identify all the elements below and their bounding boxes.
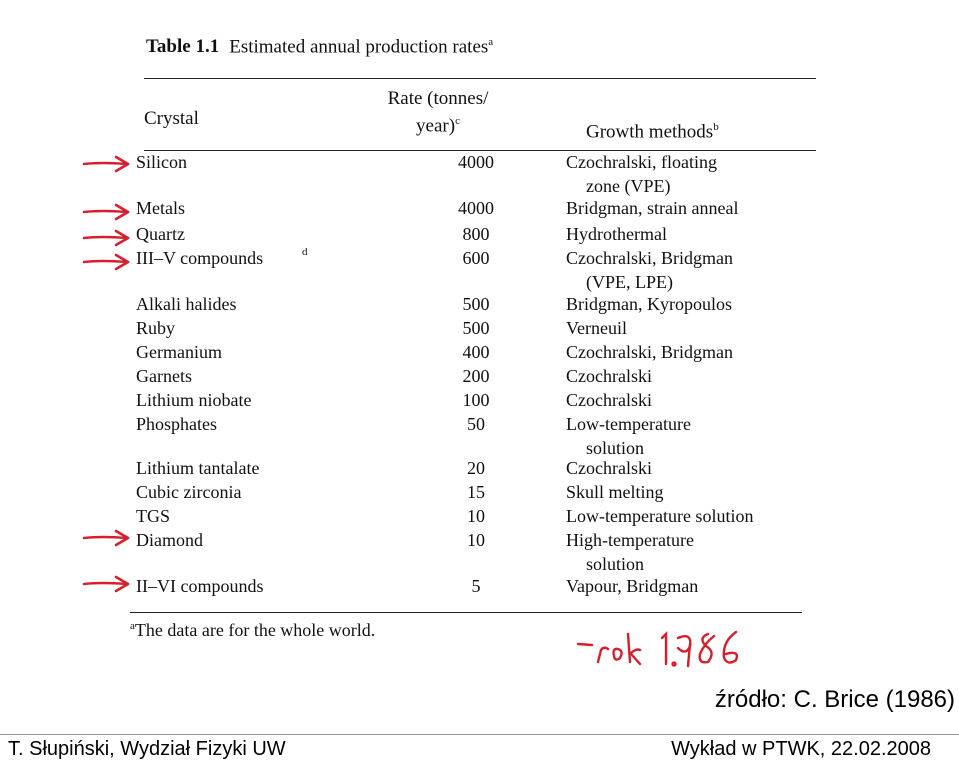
cell-crystal: Alkali halides — [136, 294, 237, 314]
header-rate — [378, 88, 498, 137]
cell-crystal: TGS — [136, 506, 171, 526]
cell-crystal: Ruby — [136, 318, 176, 338]
cell-rate: 15 — [467, 482, 485, 502]
cell-rate: 100 — [462, 390, 490, 410]
table-title: Estimated annual production rates — [229, 36, 489, 58]
header-growth-methods: Growth methods$^b$ — [586, 121, 719, 143]
cell-rate: 50 — [467, 414, 485, 434]
header-rule — [144, 150, 816, 151]
table-row — [136, 506, 826, 530]
cell-crystal: Lithium tantalate — [136, 458, 260, 478]
red-arrow-marker-icon — [82, 154, 132, 174]
handwritten-note-rok-1986 — [574, 622, 754, 672]
cell-rate: 800 — [462, 224, 490, 244]
cell-growth-method: Vapour, Bridgman — [566, 576, 699, 596]
cell-rate: 20 — [467, 458, 485, 478]
cell-rate: 600 — [462, 248, 490, 268]
table-row — [136, 342, 826, 366]
cell-growth-method: Hydrothermal — [566, 224, 667, 244]
cell-growth-method: High-temperature — [566, 530, 694, 550]
cell-crystal: Germanium — [136, 342, 222, 362]
table-row — [136, 530, 826, 574]
cell-rate: 500 — [462, 318, 490, 338]
cell-crystal: Cubic zirconia — [136, 482, 242, 502]
footer-lecture: Wykład w PTWK, 22.02.2008 — [671, 738, 931, 760]
cell-growth-method: Czochralski — [566, 458, 652, 478]
table-row — [136, 482, 826, 506]
cell-growth-method: Bridgman, Kyropoulos — [566, 294, 732, 314]
cell-growth-method-continued: solution — [586, 554, 645, 574]
red-arrow-marker-icon — [82, 574, 132, 594]
cell-growth-method: Czochralski, floating — [566, 152, 717, 172]
table-row — [136, 458, 826, 482]
table-row — [136, 246, 826, 292]
cell-crystal: III–V compounds — [136, 248, 264, 268]
cell-growth-method: Czochralski, Bridgman — [566, 248, 733, 268]
cell-rate: 400 — [462, 342, 490, 362]
table-row — [136, 224, 826, 248]
table-row — [136, 294, 826, 318]
footer-rule — [0, 734, 959, 735]
cell-crystal: Metals — [136, 198, 185, 218]
table-label: Table 1.1 — [146, 36, 220, 58]
table-row — [136, 318, 826, 342]
cell-crystal: Diamond — [136, 530, 203, 550]
cell-rate: 10 — [467, 530, 485, 550]
cell-crystal: Silicon — [136, 152, 188, 172]
cell-growth-method-continued: zone (VPE) — [586, 176, 671, 196]
cell-crystal: Quartz — [136, 224, 185, 244]
table-caption — [146, 36, 493, 58]
table-row — [136, 390, 826, 414]
table-footnote: $^a$The data are for the whole world. — [130, 620, 376, 640]
cell-crystal: Lithium niobate — [136, 390, 252, 410]
source-attribution: źródło: C. Brice (1986) — [714, 686, 955, 713]
red-arrow-marker-icon — [82, 228, 132, 248]
header-methods-footnote-mark: b — [713, 121, 719, 133]
cell-growth-method: Low-temperature — [566, 414, 691, 434]
cell-crystal: Phosphates — [136, 414, 217, 434]
cell-crystal-footnote-mark: d — [302, 246, 308, 258]
cell-growth-method: Bridgman, strain anneal — [566, 198, 739, 218]
cell-growth-method: Czochralski — [566, 390, 652, 410]
header-rate-line1: Rate (tonnes/ — [387, 88, 489, 109]
footer-author: T. Słupiński, Wydział Fizyki UW — [8, 738, 286, 760]
cell-growth-method-continued: solution — [586, 438, 645, 458]
cell-growth-method: Skull melting — [566, 482, 664, 502]
red-arrow-marker-icon — [82, 202, 132, 222]
cell-growth-method: Czochralski, Bridgman — [566, 342, 733, 362]
cell-rate: 10 — [467, 506, 485, 526]
table-row — [136, 576, 826, 600]
cell-growth-method-continued: (VPE, LPE) — [586, 272, 673, 292]
cell-rate: 200 — [462, 366, 490, 386]
cell-growth-method: Low-temperature solution — [566, 506, 754, 526]
header-rate-line2: year)$^c$ — [416, 115, 460, 137]
cell-growth-method: Verneuil — [566, 318, 627, 338]
table-row — [136, 198, 826, 222]
table-row — [136, 366, 826, 390]
cell-growth-method: Czochralski — [566, 366, 652, 386]
table-row — [136, 152, 826, 196]
cell-rate: 4000 — [458, 152, 494, 172]
bottom-table-rule — [130, 612, 802, 613]
cell-crystal: Garnets — [136, 366, 192, 386]
header-rate-footnote-mark: c — [455, 115, 460, 127]
table-title-footnote-mark: a — [488, 36, 494, 48]
cell-rate: 4000 — [458, 198, 494, 218]
top-rule — [144, 78, 816, 79]
red-arrow-marker-icon — [82, 528, 132, 548]
cell-crystal: II–VI compounds — [136, 576, 264, 596]
scanned-table-image — [66, 0, 840, 676]
header-crystal: Crystal — [144, 108, 199, 129]
cell-rate: 5 — [471, 576, 481, 596]
table-row — [136, 414, 826, 458]
red-arrow-marker-icon — [82, 252, 132, 272]
cell-rate: 500 — [462, 294, 490, 314]
